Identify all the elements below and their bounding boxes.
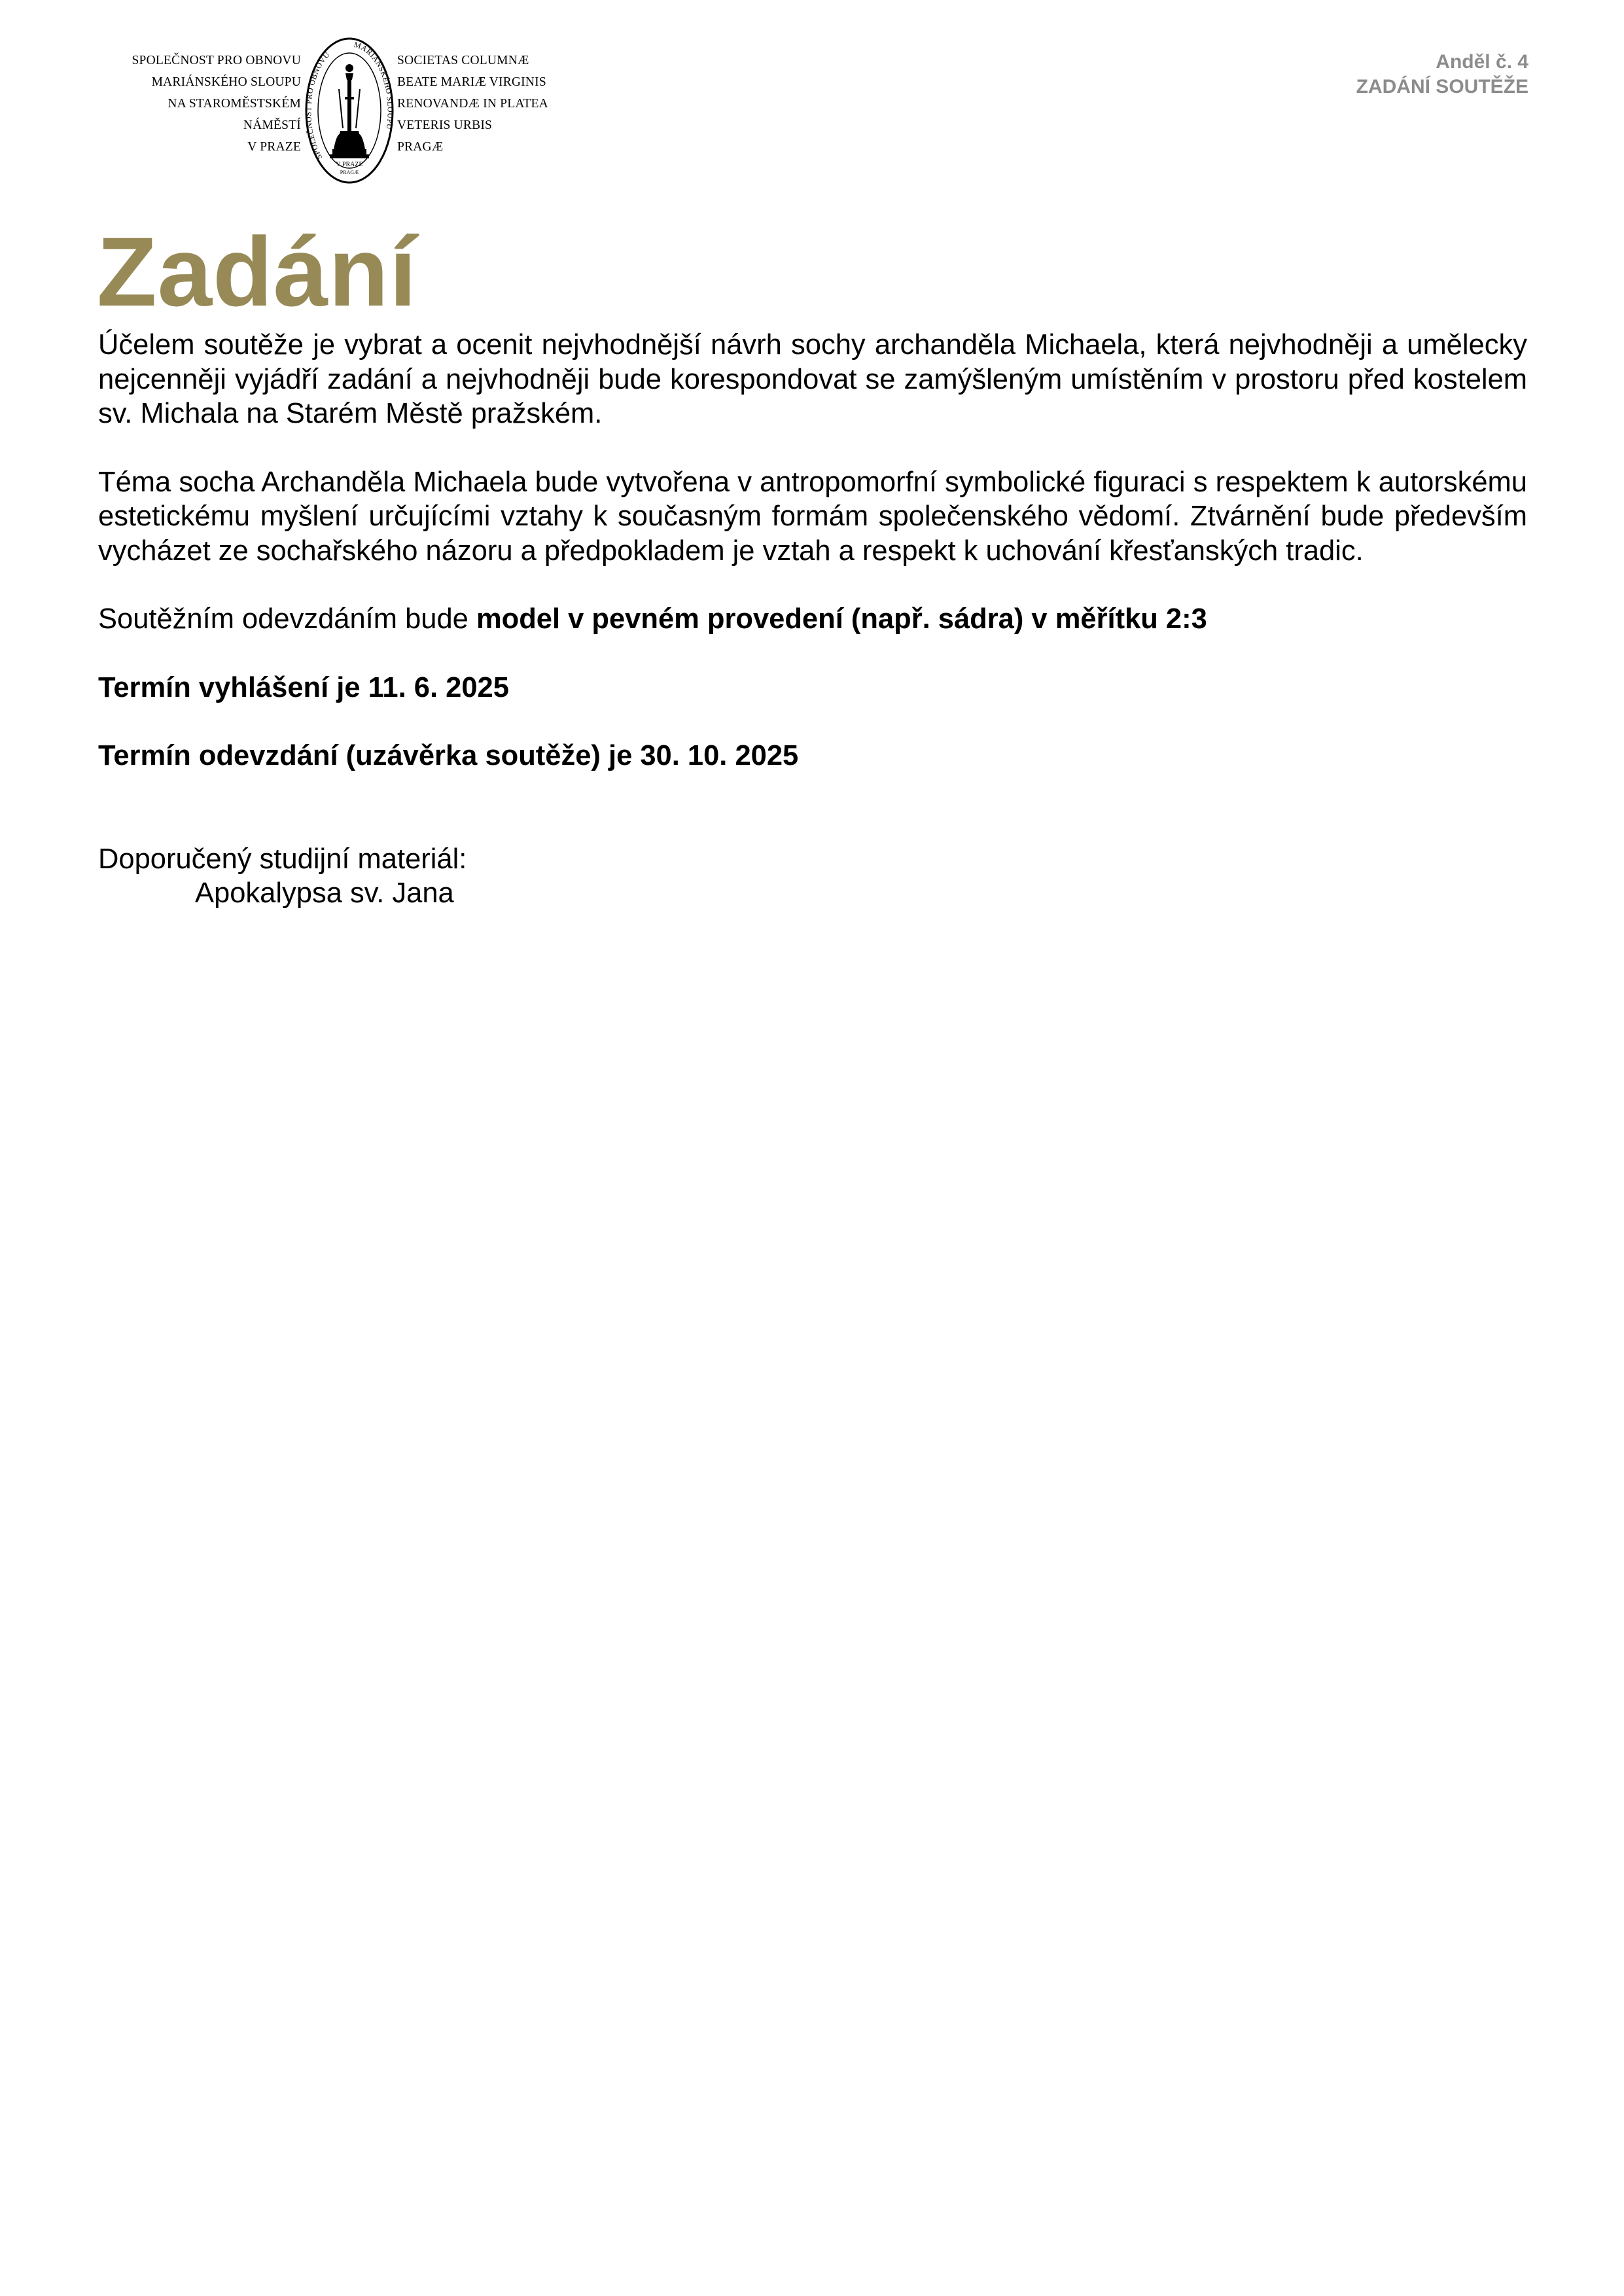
page-title: Zadání xyxy=(97,217,417,327)
logo-left-line: SPOLEČNOST PRO OBNOVU xyxy=(132,54,301,67)
svg-text:MARIÁNSKÉHO SLOUPU: MARIÁNSKÉHO SLOUPU xyxy=(353,40,395,131)
submission-model: model v pevném provedení (např. sádra) v měřítku 2:3 xyxy=(476,603,1207,635)
paragraph-submission xyxy=(98,602,1527,637)
logo-right-line: SOCIETAS COLUMNÆ xyxy=(397,54,529,67)
logo-left-line: MARIÁNSKÉHO SLOUPU xyxy=(151,75,301,89)
svg-text:V PRAZE: V PRAZE xyxy=(336,161,363,168)
svg-text:PRAGÆ: PRAGÆ xyxy=(340,169,359,175)
logo-right-line: BEATE MARIÆ VIRGINIS xyxy=(397,75,546,89)
header-section-label: ZADÁNÍ SOUTĚŽE xyxy=(1356,76,1528,97)
document-header xyxy=(1356,50,1528,99)
recommended-material-label: Doporučený studijní materiál: xyxy=(98,843,467,875)
logo-text-latin xyxy=(397,50,593,158)
logo-left-line: V PRAZE xyxy=(247,140,301,154)
logo-right-line: RENOVANDÆ IN PLATEA xyxy=(397,97,548,111)
announcement-date: Termín vyhlášení je 11. 6. 2025 xyxy=(98,671,509,703)
logo-left-line: NÁMĚSTÍ xyxy=(243,118,301,132)
deadline-date: Termín odevzdání (uzávěrka soutěže) je 30. 10. 2025 xyxy=(98,740,799,771)
marian-column-seal-icon xyxy=(304,37,395,185)
svg-text:SPOLEČNOST PRO OBNOVU: SPOLEČNOST PRO OBNOVU xyxy=(304,50,332,162)
logo-right-line: VETERIS URBIS xyxy=(397,118,493,132)
paragraph-purpose: Účelem soutěže je vybrat a ocenit nejvhodnější návrh sochy archanděla Michaela, která nejvhodněji a umělecky nejcenněji vyjádří zadání a nejvhodněji bude korespondovat se zamýšleným umístěním v prostoru před kostelem sv. Michala na Starém Městě pražském. xyxy=(98,329,1527,429)
header-angel-number: Anděl č. 4 xyxy=(1436,51,1528,73)
logo-left-line: NA STAROMĚSTSKÉM xyxy=(168,97,301,111)
logo-text-czech xyxy=(113,50,301,158)
logo-right-line: PRAGÆ xyxy=(397,140,444,154)
recommended-material-item: Apokalypsa sv. Jana xyxy=(195,877,454,909)
paragraph-theme: Téma socha Archanděla Michaela bude vytvořena v antropomorfní symbolické figuraci s respektem k autorskému estetickému myšlení určujícími vztahy k současným formám společenského vědomí. Ztvárnění bude především vycházet ze sochařského názoru a předpokladem je vztah a respekt k uchování křesťanských tradic. xyxy=(98,466,1527,567)
submission-prefix: Soutěžním odevzdáním bude xyxy=(98,603,476,635)
society-logo xyxy=(113,37,584,187)
document-body xyxy=(98,328,1527,911)
